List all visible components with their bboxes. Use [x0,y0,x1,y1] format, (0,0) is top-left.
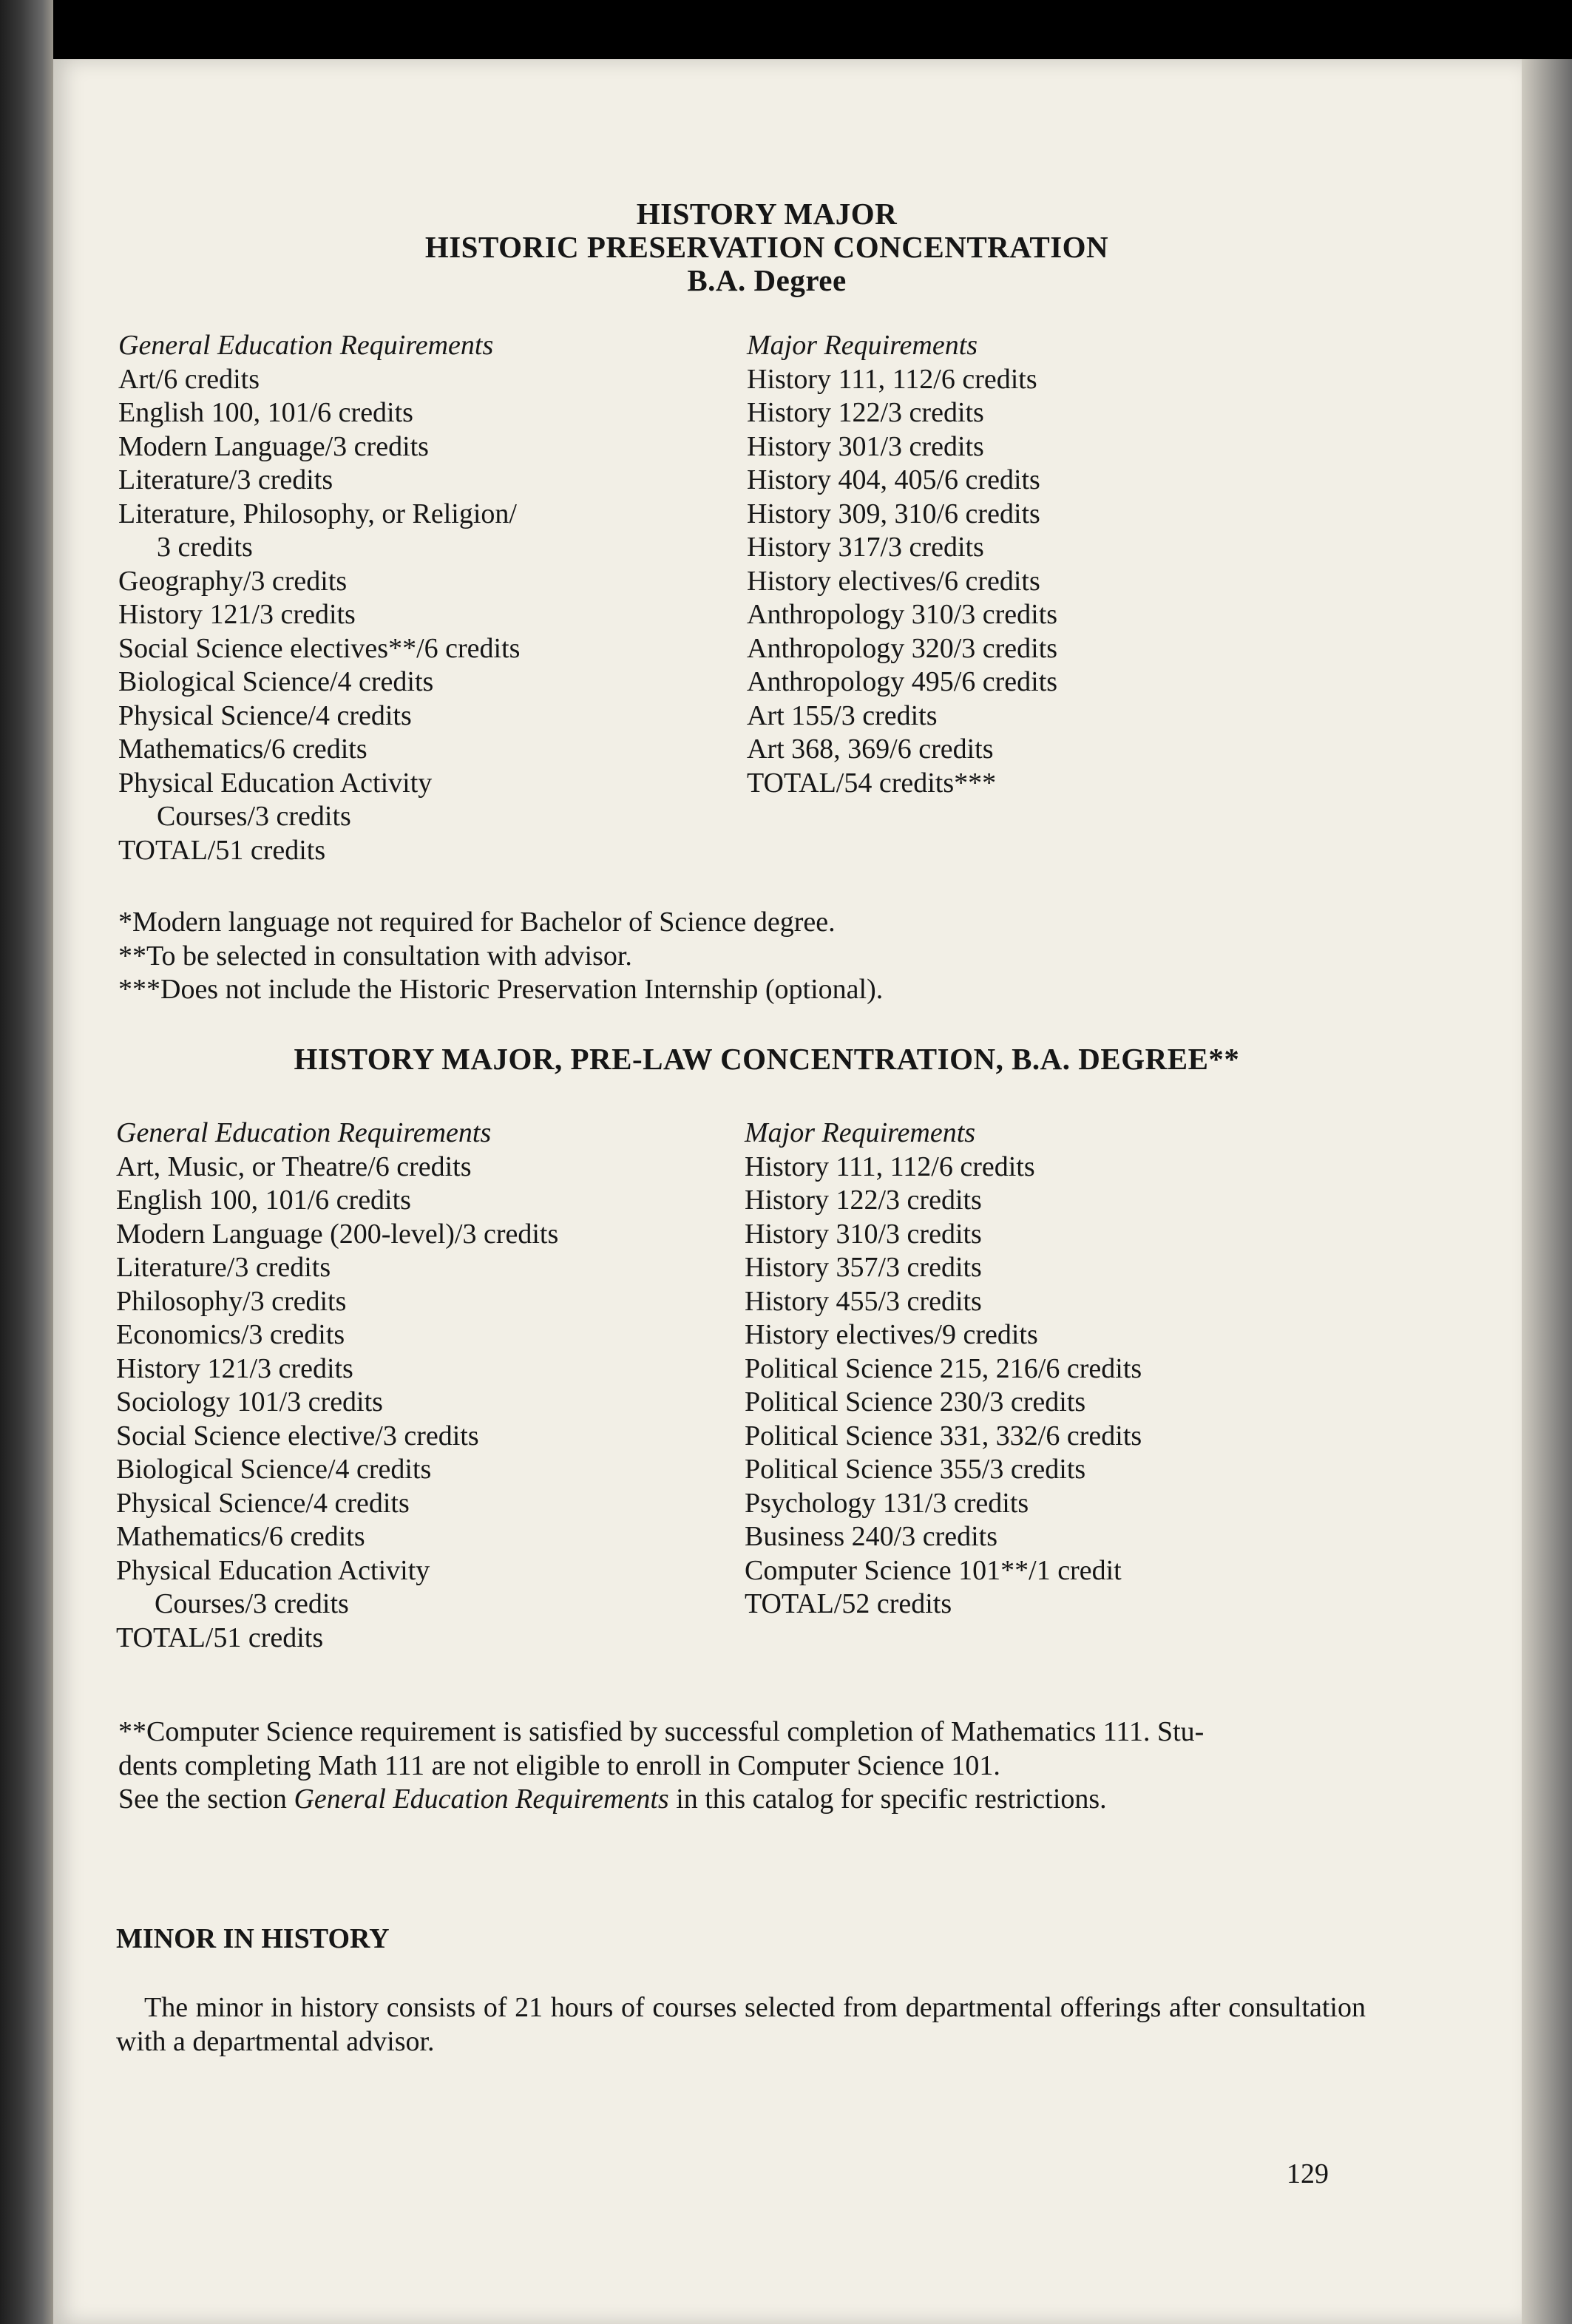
list-item: Literature/3 credits [118,464,333,495]
list-item: Economics/3 credits [116,1319,345,1350]
list-item: History 121/3 credits [118,599,356,630]
footnote-text: See the section [118,1783,294,1815]
section1-title-line3: B.A. Degree [687,263,847,297]
section1-left-heading: General Education Requirements [118,330,494,361]
footnote-line: **Computer Science requirement is satisfied by successful completion of Mathematics 111. Stu- [118,1716,1205,1747]
section1-left-list [118,363,739,868]
list-item: History 309, 310/6 credits [747,498,1040,529]
page-edge [1522,59,1572,2324]
list-item: Computer Science 101**/1 credit [745,1554,1122,1586]
section1-footnotes [118,906,1375,1007]
book-spine [0,0,53,2324]
list-item: Physical Education Activity [118,767,433,799]
section2-right-heading: Major Requirements [745,1117,976,1148]
footnote: **To be selected in consultation with advisor. [118,940,632,972]
list-item: Physical Education Activity [116,1554,430,1586]
minor-title: MINOR IN HISTORY [116,1923,390,1954]
section1-title-line2: HISTORIC PRESERVATION CONCENTRATION [424,230,1109,264]
list-item: TOTAL/54 credits*** [747,767,997,799]
footnote-line [118,1783,1375,1817]
list-item: History 121/3 credits [116,1352,353,1384]
list-item: History 310/3 credits [745,1218,982,1250]
list-item: Political Science 331, 332/6 credits [745,1420,1142,1451]
footnote-emphasis: General Education Requirements [294,1783,669,1815]
section1-general-education-column [118,329,739,867]
list-item: English 100, 101/6 credits [116,1185,411,1216]
list-item: History electives/9 credits [745,1319,1038,1350]
list-item: History 111, 112/6 credits [745,1151,1035,1182]
footnote-text: in this catalog for specific restrictions. [668,1783,1107,1815]
page-number: 129 [1287,2158,1329,2189]
minor-paragraph: The minor in history consists of 21 hours of courses selected from departmental offerings after consultation with a departmental advisor. [116,1992,1366,2057]
list-item: History 317/3 credits [747,532,984,563]
list-item: History 122/3 credits [747,397,984,428]
list-item: Anthropology 310/3 credits [747,599,1058,630]
list-item: Modern Language (200-level)/3 credits [116,1218,559,1250]
list-item: Art 368, 369/6 credits [747,734,994,765]
list-item: Political Science 215, 216/6 credits [745,1352,1142,1384]
list-item: Mathematics/6 credits [118,734,367,765]
section2-footnote [118,1715,1375,1817]
list-item: History 122/3 credits [745,1185,982,1216]
list-item: Courses/3 credits [157,801,351,832]
list-item: Social Science elective/3 credits [116,1420,479,1451]
list-item: Art/6 credits [118,363,260,395]
list-item: Business 240/3 credits [745,1521,997,1552]
list-item: Geography/3 credits [118,565,348,597]
list-item: Philosophy/3 credits [116,1285,347,1317]
section2-general-education-column [116,1117,737,1655]
list-item: Physical Science/4 credits [118,699,412,731]
list-item: History 111, 112/6 credits [747,363,1037,395]
list-item: English 100, 101/6 credits [118,397,413,428]
section2-title: HISTORY MAJOR, PRE-LAW CONCENTRATION, B.A. DEGREE** [294,1042,1240,1076]
list-item: Physical Science/4 credits [116,1487,410,1519]
section2-left-heading: General Education Requirements [116,1117,492,1148]
list-item: History 455/3 credits [745,1285,982,1317]
footnote: ***Does not include the Historic Preservation Internship (optional). [118,974,884,1005]
list-item: Biological Science/4 credits [116,1454,432,1485]
list-item: Political Science 355/3 credits [745,1454,1086,1485]
section1-right-list [747,363,1338,801]
list-item: TOTAL/52 credits [745,1588,952,1619]
section1-major-requirements-column [747,329,1338,800]
list-item: Anthropology 495/6 credits [747,666,1058,697]
list-item: TOTAL/51 credits [116,1622,324,1653]
list-item: Biological Science/4 credits [118,666,434,697]
list-item: History electives/6 credits [747,565,1040,597]
section2-major-requirements-column [745,1117,1351,1622]
list-item: History 357/3 credits [745,1252,982,1283]
list-item: Art, Music, or Theatre/6 credits [116,1151,472,1182]
list-item: Social Science electives**/6 credits [118,632,521,664]
footnote-line: dents completing Math 111 are not eligible to enroll in Computer Science 101. [118,1749,1000,1781]
list-item: Art 155/3 credits [747,699,938,731]
list-item: Literature, Philosophy, or Religion/ [118,498,517,529]
list-item: Political Science 230/3 credits [745,1386,1086,1417]
section1-right-heading: Major Requirements [747,330,978,361]
list-item: Modern Language/3 credits [118,430,429,462]
list-item: Mathematics/6 credits [116,1521,365,1552]
list-item: Sociology 101/3 credits [116,1386,383,1417]
footnote: *Modern language not required for Bachelor of Science degree. [118,907,836,938]
list-item: 3 credits [157,532,253,563]
section2-left-list [116,1151,737,1656]
catalog-page [53,59,1522,2324]
list-item: History 404, 405/6 credits [747,464,1040,495]
scan-top-border [0,0,1572,59]
list-item: Anthropology 320/3 credits [747,632,1058,664]
list-item: Psychology 131/3 credits [745,1487,1029,1519]
list-item: Literature/3 credits [116,1252,331,1283]
list-item: TOTAL/51 credits [118,834,326,866]
list-item: Courses/3 credits [155,1588,349,1619]
section2-right-list [745,1151,1351,1622]
section1-title-line1: HISTORY MAJOR [636,197,898,231]
list-item: History 301/3 credits [747,430,984,462]
